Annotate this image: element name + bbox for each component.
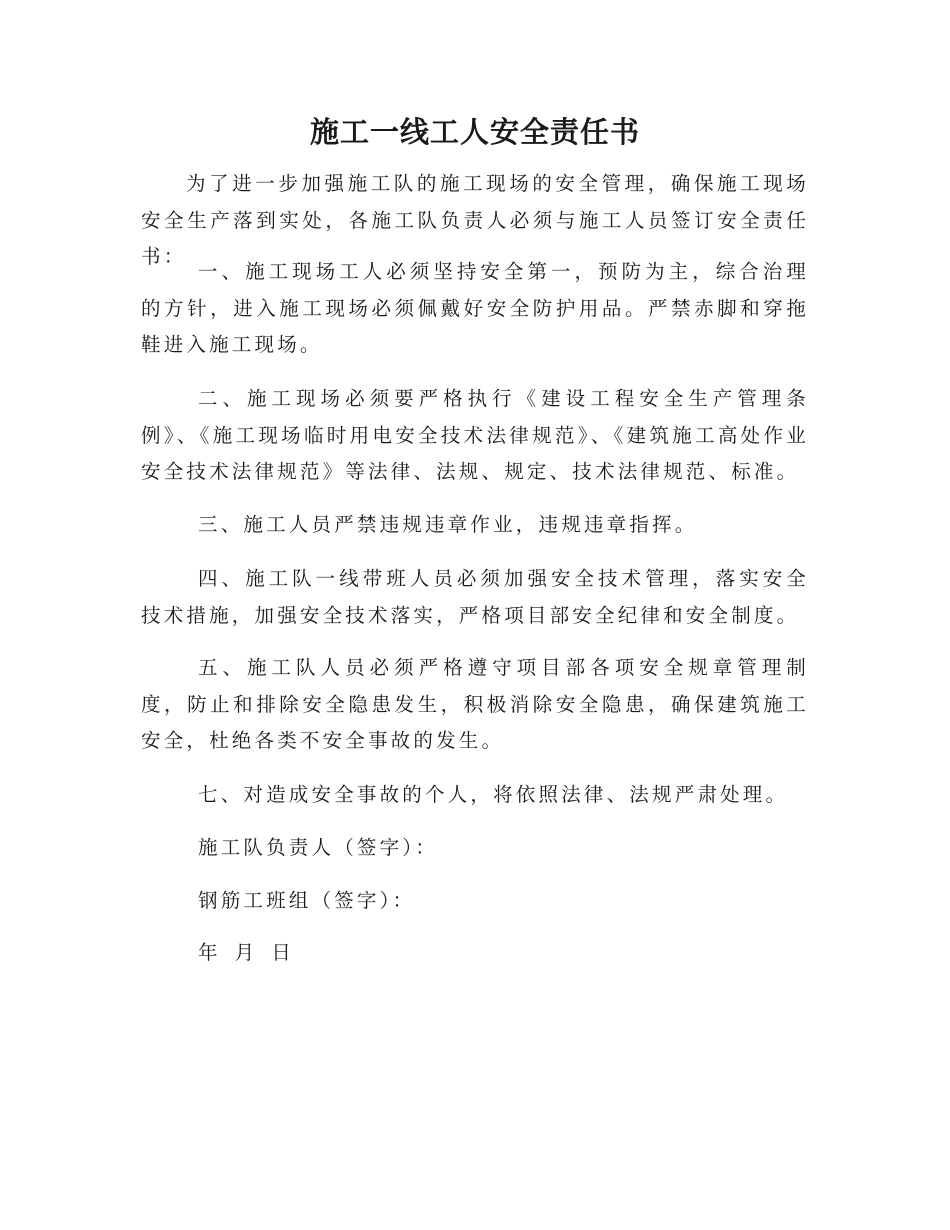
date-month: 月	[234, 941, 258, 964]
team-leader-signature-line: 施工队负责人（签字）：	[198, 836, 438, 859]
intro-paragraph: 为了进一步加强施工队的施工现场的安全管理，确保施工现场安全生产落到实处，各施工队负责人必须与施工人员签订安全责任书：	[141, 172, 809, 268]
date-line	[198, 935, 308, 971]
clause-3: 三、施工人员严禁违规违章作业，违规违章指挥。	[198, 513, 698, 536]
clause-4: 四、施工队一线带班人员必须加强安全技术管理，落实安全技术措施，加强安全技术落实，严格项目部安全纪律和安全制度。	[141, 567, 809, 627]
date-day: 日	[271, 941, 295, 964]
rebar-team-signature-line: 钢筋工班组（签字）：	[198, 889, 416, 912]
clause-5: 五、施工队人员必须严格遵守项目部各项安全规章管理制度，防止和排除安全隐患发生，积极消除安全隐患，确保建筑施工安全，杜绝各类不安全事故的发生。	[141, 656, 809, 752]
clause-1: 一、施工现场工人必须坚持安全第一，预防为主，综合治理的方针，进入施工现场必须佩戴好安全防护用品。严禁赤脚和穿拖鞋进入施工现场。	[141, 260, 809, 356]
clause-7: 七、对造成安全事故的个人，将依照法律、法规严肃处理。	[198, 783, 789, 806]
clause-2: 二、施工现场必须要严格执行《建设工程安全生产管理条例》、《施工现场临时用电安全技术法律规范》、《建筑施工高处作业安全技术法律规范》等法律、法规、规定、技术法律规范、标准。	[141, 387, 809, 483]
document-title: 施工一线工人安全责任书	[309, 115, 640, 149]
date-year: 年	[198, 941, 221, 964]
